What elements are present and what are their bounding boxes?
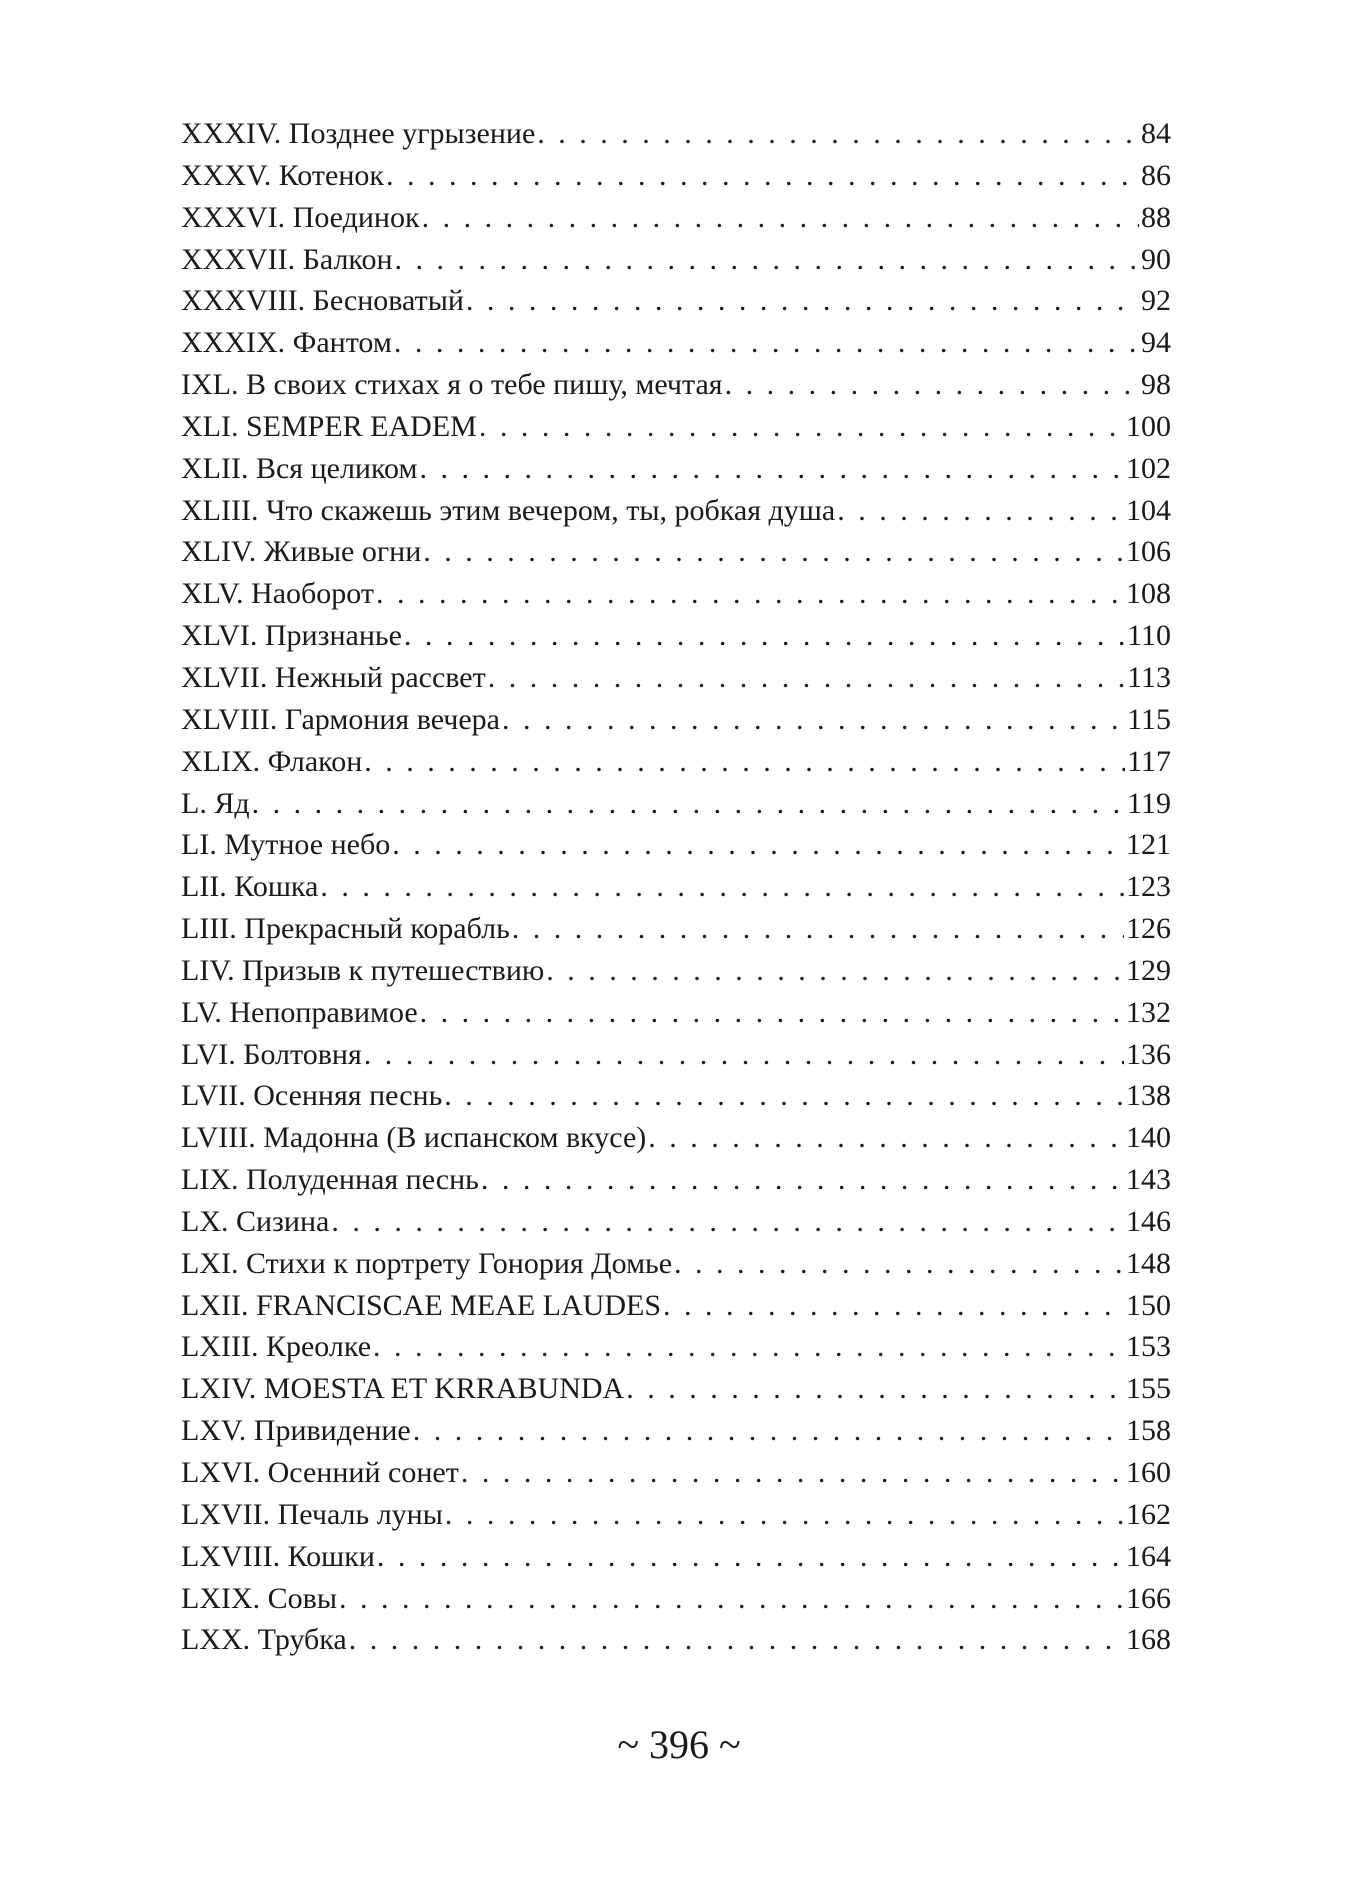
toc-entry-title: LIV. Призыв к путешествию [181,953,545,987]
dot-leader [349,1619,1124,1661]
toc-entry-title: LI. Мутное небо [181,828,391,862]
dot-leader [502,699,1125,741]
toc-entry-page: 115 [1127,702,1171,736]
toc-entry [181,992,1171,1034]
toc-entry-page: 119 [1127,786,1171,820]
toc-entry-title: XXXVIII. Бесноватый [181,284,464,318]
toc-entry-title: XXXV. Котенок [181,158,384,192]
toc-entry [181,280,1171,322]
dot-leader [320,866,1124,908]
dot-leader [373,1326,1124,1368]
toc-entry-title: LII. Кошка [181,870,319,904]
dot-leader [252,783,1126,825]
toc-entry-page: 100 [1126,409,1171,443]
toc-entry [181,657,1171,699]
toc-entry [181,950,1171,992]
dot-leader [479,406,1124,448]
toc-entry-page: 94 [1141,326,1171,360]
toc-entry-title: XLII. Вся целиком [181,451,418,485]
dot-leader [422,197,1139,239]
dot-leader [392,824,1124,866]
toc-entry-title: LXIII. Креолке [181,1330,372,1364]
dot-leader [461,1452,1124,1494]
toc-entry [181,615,1171,657]
toc-entry-title: IXL. В своих стихах я о тебе пишу, мечтая [181,368,723,402]
toc-entry-title: LXVI. Осенний сонет [181,1456,459,1489]
toc-entry-title: LXVIII. Кошки [181,1539,375,1573]
toc-entry-page: 140 [1126,1121,1171,1155]
toc-entry-page: 104 [1126,493,1171,527]
toc-entry-title: LVIII. Мадонна (В испанском вкусе) [181,1121,647,1155]
toc-entry-page: 162 [1126,1497,1171,1531]
dot-leader [674,1243,1124,1285]
dot-leader [339,1578,1124,1620]
toc-entry-page: 150 [1126,1288,1171,1322]
toc-entry-page: 92 [1141,284,1171,318]
toc-entry-page: 164 [1126,1539,1171,1573]
toc-entry-title: XXXVII. Балкон [181,242,393,276]
toc-entry [181,155,1171,197]
toc-entry-title: XLV. Наоборот [181,577,374,611]
dot-leader [364,741,1125,783]
toc-entry [181,783,1171,825]
toc-entry-page: 143 [1126,1163,1171,1197]
toc-entry-title: LIII. Прекрасный корабль [181,912,510,946]
toc-entry [181,197,1171,239]
toc-entry [181,406,1171,448]
toc-entry [181,1494,1171,1536]
dot-leader [663,1285,1124,1327]
dot-leader [648,1117,1124,1159]
toc-entry-title: XXXVI. Поединок [181,200,420,234]
toc-entry [181,1201,1171,1243]
toc-entry-title: XXXIX. Фантом [181,326,392,360]
toc-entry-title: LXX. Трубка [181,1623,347,1657]
toc-entry-page: 168 [1126,1623,1171,1657]
dot-leader [377,1536,1124,1578]
toc-entry [181,908,1171,950]
toc-entry-title: XLVII. Нежный рассвет [181,660,486,694]
toc-entry-title: LXV. Привидение [181,1414,411,1448]
toc-entry [181,490,1171,532]
toc-entry [181,1243,1171,1285]
dot-leader [395,239,1139,281]
dot-leader [466,280,1139,322]
toc-entry-title: XLIII. Что скажешь этим вечером, ты, робкая душа [181,493,836,527]
toc-entry-page: 86 [1141,158,1171,192]
toc-entry-title: LXVII. Печаль луны [181,1497,443,1531]
toc-entry [181,1410,1171,1452]
toc-entry [181,1326,1171,1368]
dot-leader [444,1075,1124,1117]
toc-entry-page: 110 [1127,619,1171,653]
toc-entry [181,1368,1171,1410]
toc-entry-page: 90 [1141,242,1171,276]
dot-leader [364,1034,1124,1076]
toc-entry-page: 138 [1126,1079,1171,1113]
toc-entry-page: 84 [1141,117,1171,150]
toc-entry-page: 148 [1126,1246,1171,1280]
toc-entry-page: 129 [1126,953,1171,987]
toc-entry [181,364,1171,406]
toc-entry-title: L. Яд [181,786,250,820]
page-number: ~ 396 ~ [617,1722,741,1767]
toc-entry-title: LVII. Осенняя песнь [181,1079,443,1113]
dot-leader [537,113,1139,155]
toc-entry-page: 108 [1126,577,1171,611]
toc-entry-page: 106 [1126,535,1171,569]
toc-entry [181,1285,1171,1327]
toc-entry-page: 113 [1127,660,1171,694]
dot-leader [512,908,1124,950]
toc-entry-page: 166 [1126,1581,1171,1615]
table-of-contents [181,113,1171,1661]
toc-entry-page: 155 [1126,1372,1171,1406]
toc-entry-title: LV. Непоправимое [181,995,418,1029]
toc-entry-title: LX. Сизина [181,1204,330,1238]
dot-leader [386,155,1139,197]
dot-leader [423,531,1124,573]
dot-leader [481,1159,1124,1201]
toc-entry [181,239,1171,281]
toc-entry [181,1452,1171,1494]
dot-leader [331,1201,1124,1243]
toc-entry-page: 136 [1126,1037,1171,1071]
dot-leader [837,490,1124,532]
toc-entry [181,741,1171,783]
toc-entry-page: 153 [1126,1330,1171,1364]
toc-entry [181,113,1171,155]
toc-entry [181,1117,1171,1159]
toc-entry-title: LVI. Болтовня [181,1037,362,1071]
dot-leader [488,657,1125,699]
dot-leader [725,364,1139,406]
toc-entry [181,1536,1171,1578]
toc-entry-page: 126 [1126,912,1171,946]
toc-entry-page: 98 [1141,368,1171,402]
toc-entry [181,1578,1171,1620]
toc-entry-page: 88 [1141,200,1171,234]
toc-entry-page: 158 [1126,1414,1171,1448]
dot-leader [419,448,1124,490]
dot-leader [445,1494,1124,1536]
dot-leader [376,573,1124,615]
toc-entry-page: 132 [1126,995,1171,1029]
dot-leader [420,992,1124,1034]
toc-entry [181,1159,1171,1201]
toc-entry-page: 102 [1126,451,1171,485]
toc-entry [181,322,1171,364]
toc-entry-page: 146 [1126,1204,1171,1238]
toc-entry-title: XLVI. Признанье [181,619,402,653]
toc-entry [181,1075,1171,1117]
dot-leader [404,615,1125,657]
toc-entry-page: 117 [1127,744,1171,778]
toc-entry-title: XLI. SEMPER EADEM [181,409,477,443]
toc-entry-title: LXIX. Совы [181,1581,337,1615]
dot-leader [413,1410,1124,1452]
toc-entry [181,448,1171,490]
dot-leader [546,950,1124,992]
toc-entry [181,699,1171,741]
toc-entry-title: LXII. FRANCISCAE MEAE LAUDES [181,1288,661,1322]
toc-entry-title: XLIV. Живые огни [181,535,422,569]
toc-entry [181,531,1171,573]
toc-entry [181,1034,1171,1076]
toc-entry-page: 121 [1126,828,1171,862]
toc-entry-title: LXIV. MOESTA ET KRRABUNDA [181,1372,625,1406]
dot-leader [394,322,1139,364]
toc-entry-title: XLIX. Флакон [181,744,363,778]
toc-entry-page: 160 [1126,1456,1171,1489]
toc-entry [181,824,1171,866]
toc-entry [181,866,1171,908]
toc-entry-title: LIX. Полуденная песнь [181,1163,479,1197]
dot-leader [626,1368,1124,1410]
toc-entry-title: LXI. Стихи к портрету Гонория Домье [181,1246,673,1280]
toc-entry-title: XXXIV. Позднее угрызение [181,117,536,150]
toc-entry-title: XLVIII. Гармония вечера [181,702,500,736]
toc-entry [181,573,1171,615]
toc-entry [181,1619,1171,1661]
toc-entry-page: 123 [1126,870,1171,904]
